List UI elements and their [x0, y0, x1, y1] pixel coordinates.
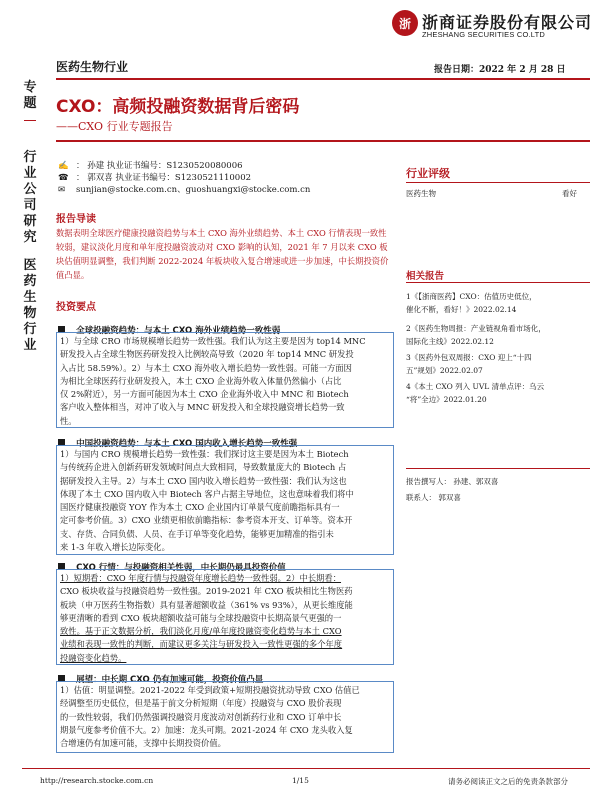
point-2-line: 1）与国内 CRO 规模增长趋势一致性强：我们探讨这主要是因为本土 Biotech	[60, 449, 349, 459]
rating-heading: 行业评级	[406, 167, 450, 180]
footer-disclaimer: 请务必阅读正文之后的免责条款部分	[448, 777, 568, 786]
point-3-line: 1）短期看：CXO 年度行情与投融资年度增长趋势一致性弱。2）中长期看：	[60, 573, 342, 583]
point-4-line: 1）估值：明显调整。2021-2022 年受到政策+短期投融资扰动导致 CXO 估值已	[60, 685, 360, 695]
point-3-line: CXO 板块收益与投融资趋势一致性强。2019-2021 年 CXO 板块相比生物医药	[60, 586, 353, 597]
point-2-title: 中国投融资趋势：与本土 CXO 国内收入增长趋势一致性强	[76, 439, 298, 449]
footer-url[interactable]: http://research.stocke.com.cn	[40, 776, 154, 785]
point-4-line: 期景气度参考价值不大。2）加速：龙头可期。2021-2024 年 CXO 龙头收入复	[60, 724, 353, 735]
point-2-line: 支、存货、合同负债、人员、在手订单等变化趋势，能够更加精准的指引未	[60, 528, 334, 539]
title-rule	[56, 140, 590, 142]
point-4-line: 合增速仍有加速可能，支撑中长期投资价值。	[60, 738, 226, 749]
analyst-emails: sunjian@stocke.com.cn、guoshuangxi@stocke.com.cn	[76, 185, 311, 195]
phone-icon: ☎	[58, 173, 69, 183]
point-2-line: 据研发投入主导。2）与本土 CXO 国内收入增长趋势一致性强：我们认为这也	[60, 475, 347, 486]
point-3-line: 板块（申万医药生物指数）具有显著超额收益（361% vs 93%），从更长维度能	[60, 599, 353, 610]
related-item	[406, 290, 596, 316]
related-item-line: 3《医药外包双周报：CXO 迎上“十四	[406, 353, 532, 362]
related-item-line: 1《【浙商医药】CXO：估值历史低位，	[406, 292, 537, 301]
guide-heading: 报告导读	[56, 214, 96, 225]
point-2-line: 定可参考价值。3）CXO 业绩更相依前瞻指标：参考资本开支、订单等。资本开	[60, 515, 353, 526]
point-2-line: 体现了本土 CXO 国内收入中 Biotech 客户占据主导地位，这也意味着我们将中	[60, 488, 354, 499]
related-item-line: 4《本土 CXO 列入 UVL 清单点评：乌云	[406, 382, 545, 391]
point-1-title: 全球投融资趋势：与本土 CXO 海外业绩趋势一致性弱	[76, 326, 281, 336]
point-4-line: 经调整至历史低位，但是基于前文分析短期（年度）投融资与 CXO 股价表现	[60, 698, 342, 709]
point-2-line: 来 1-3 年收入增长边际变化。	[60, 542, 170, 553]
company-name: 浙商证券股份有限公司	[422, 13, 593, 32]
point-4-box	[56, 681, 394, 753]
related-item-line: 五”规划》2022.02.07	[406, 366, 483, 375]
point-1-line: 1）与全球 CRO 市场规模增长趋势一致性强。我们认为这主要是因为 top14 MNC	[60, 336, 366, 346]
report-date: 报告日期：2022 年 2 月 28 日	[434, 65, 566, 75]
report-subtitle: ——CXO 行业专题报告	[56, 120, 173, 133]
point-3-title: CXO 行情：与投融资相关性弱，中长期仍最具投资价值	[76, 563, 286, 573]
related-item-line: 2《医药生物周报：产业链视角看市场化，	[406, 324, 546, 333]
point-2-box	[56, 445, 394, 555]
rating-sector: 医药生物	[406, 189, 436, 198]
points-heading: 投资要点	[56, 302, 96, 313]
point-3-box	[56, 569, 394, 665]
point-3-line: 投融资变化趋势。	[60, 652, 127, 663]
related-item	[406, 322, 596, 348]
email-icon: ✉	[58, 185, 66, 195]
rating-rule	[406, 182, 590, 183]
sidebar-divider	[24, 120, 36, 121]
related-item	[406, 380, 596, 406]
page-number: 1/15	[292, 776, 309, 785]
company-name-en: ZHESHANG SECURITIES CO.LTD	[422, 30, 545, 39]
related-heading: 相关报告	[406, 271, 445, 282]
related-item-line: 催化不断，看好！》2022.02.14	[406, 305, 517, 314]
sector-title: 医药生物行业	[56, 60, 129, 74]
point-1-line: 为相比全球医药行业研发投入，本土 CXO 企业海外收入体量仍然偏小（占比	[60, 375, 342, 386]
point-3-line: 业绩和表现一致性的判断，而建议更多关注与研发投入一致性更强的多个年度	[60, 639, 343, 650]
point-4-line: 的一致性较弱，我们仍然强调投融资月度波动对创新药行业和 CXO 订单中长	[60, 711, 342, 722]
related-item-line: 国际化主线》2022.02.12	[406, 337, 494, 346]
rating-value: 看好	[562, 189, 577, 198]
related-rule	[406, 282, 590, 283]
point-1-line: 入占比 58.59%）。2）与本土 CXO 海外收入增长趋势一致性弱。可能一方面因	[60, 362, 352, 373]
point-1-line: 客户收入整体相当，对冲了收入与 MNC 研发投入和全球投融资增长趋势一致	[60, 402, 345, 413]
report-writers: 报告撰写人： 孙建、郭双喜	[406, 477, 499, 486]
point-3-line: 够更清晰的看到 CXO 板块超额收益可能与全球投融资中长期高景气更强的一	[60, 612, 342, 623]
related-item-line: “将”全边》2022.01.20	[406, 395, 487, 404]
point-1-line: 研发投入占全球生物医药研发投入比例较高导致（2020 年 top14 MNC 研发投	[60, 349, 354, 360]
analyst-line-2: ： 郭双喜 执业证书编号：S1230521110002	[76, 173, 252, 183]
related-item	[406, 351, 596, 377]
point-3-line: 致性。基于正文数据分析，我们淡化月度/单年度投融资变化趋势与本土 CXO	[60, 626, 342, 637]
sidebar-tag-industry: 医药生物行业	[23, 258, 37, 353]
report-contact: 联系人： 郭双喜	[406, 493, 461, 502]
point-2-line: 国医疗健康投融资 YOY 作为本土 CXO 企业国内订单景气度前瞻指标具有一	[60, 502, 340, 513]
point-4-title: 展望：中长期 CXO 仍有加速可能，投资价值凸显	[76, 675, 264, 685]
sidebar-tag-research: 行业公司研究	[23, 150, 37, 245]
point-1-line: 性。	[60, 415, 77, 426]
report-title: CXO：高频投融资数据背后密码	[56, 97, 300, 117]
point-1-line: 仅 2%附近），另一方面可能因为本土 CXO 企业海外收入中 MNC 和 Biotech	[60, 389, 349, 400]
point-2-line: 与传统药企进入创新药研发领域时间点大致相同，导致数量庞大的 Biotech 占	[60, 462, 347, 473]
footer-rule	[22, 768, 590, 769]
guide-text: 数据表明全球医疗健康投融资趋势与本土 CXO 海外业绩趋势、本土 CXO 行情表现一致性较弱，建议淡化月度和单年度投融资波动对 CXO 影响的认知，2021 年 7 月以来 CXO 板块估值明显调整，我们判断 2022-2024 年板块收入复合增速或进一步加速，中长期投资价值凸显。	[56, 228, 389, 280]
company-logo	[392, 10, 418, 36]
sidebar-tag-special: 专题	[23, 80, 37, 111]
point-1-box	[56, 332, 394, 428]
contacts-rule	[406, 468, 590, 469]
analyst-line-1: ： 孙建 执业证书编号：S1230520080006	[76, 161, 243, 171]
logo-glyph: 浙	[398, 16, 411, 31]
analyst-icon: ✍	[58, 161, 69, 171]
header-rule	[56, 78, 590, 80]
